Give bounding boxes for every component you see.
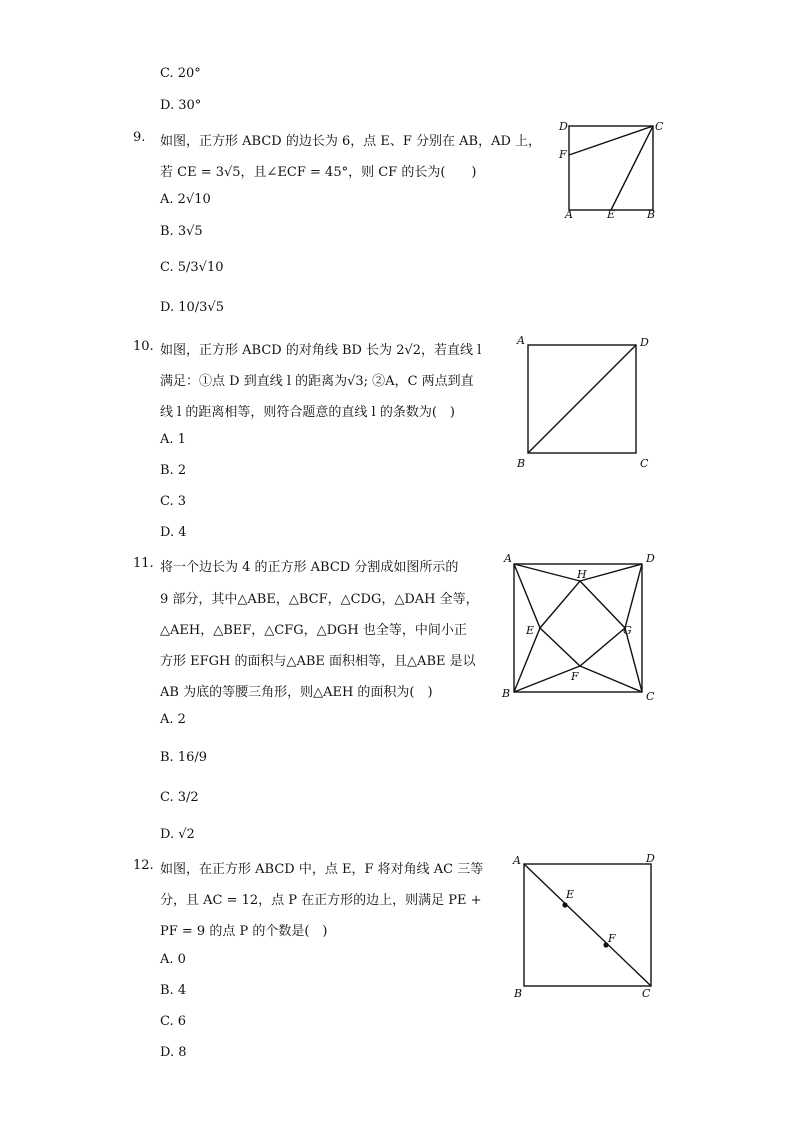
q9-label-f: F	[559, 148, 567, 161]
q11-label-h: H	[577, 568, 587, 581]
q10-option-a: A. 1	[160, 432, 186, 447]
q12-label-a: A	[513, 854, 521, 867]
q11-segment-cf	[580, 666, 642, 692]
q12-figure	[508, 850, 668, 1000]
q10-label-d: D	[640, 336, 649, 349]
q12-option-a: A. 0	[160, 952, 186, 967]
q10-label-c: C	[640, 457, 649, 470]
q9-option-a: A. 2√10	[160, 192, 211, 207]
q11-label-g: G	[623, 624, 632, 637]
q10-diagonal-bd	[528, 345, 636, 453]
q10-option-b: B. 2	[160, 463, 187, 478]
q10-stem-line1: 如图，正方形 ABCD 的对角线 BD 长为 2√2，若直线 l	[160, 343, 482, 358]
q11-label-e: E	[526, 624, 535, 637]
q11-segment-cg	[625, 628, 642, 692]
q11-segment-dg	[625, 564, 642, 628]
q11-option-b: B. 16/9	[160, 750, 208, 765]
q11-segment-dh	[580, 564, 642, 581]
q12-label-d: D	[646, 852, 655, 865]
q12-label-b: B	[514, 987, 523, 1000]
q11-stem-line4: 方形 EFGH 的面积与△ABE 面积相等，且△ABE 是以	[160, 654, 476, 669]
q10-label-a: A	[517, 334, 525, 347]
q12-label-f: F	[608, 932, 616, 945]
q9-option-d: D. 10/3√5	[160, 300, 224, 315]
q10-option-c: C. 3	[160, 494, 187, 509]
q10-stem-line3: 线 l 的距离相等，则符合题意的直线 l 的条数为( )	[160, 405, 455, 420]
q12-point-e	[562, 902, 567, 907]
q9-stem-line2: 若 CE = 3√5，且∠ECF = 45°，则 CF 的长为( )	[160, 165, 477, 180]
q9-figure	[555, 118, 665, 223]
q11-segment-ah	[514, 564, 580, 581]
q11-inner-square-efgh	[540, 581, 625, 666]
q12-option-c: C. 6	[160, 1014, 187, 1029]
q12-stem-line2: 分，且 AC = 12，点 P 在正方形的边上，则满足 PE +	[160, 893, 482, 908]
q9-label-c: C	[655, 120, 664, 133]
q9-option-b: B. 3√5	[160, 224, 203, 239]
q11-figure	[500, 550, 660, 705]
q10-stem-line2: 满足：①点 D 到直线 l 的距离为√3; ②A，C 两点到直	[160, 374, 474, 389]
q10-number: 10.	[133, 339, 154, 354]
q9-label-d: D	[559, 120, 568, 133]
q12-label-e: E	[566, 888, 575, 901]
q12-stem-line1: 如图，在正方形 ABCD 中，点 E，F 将对角线 AC 三等	[160, 862, 484, 877]
q11-segment-be	[514, 628, 540, 692]
q9-label-b: B	[647, 208, 656, 221]
q11-option-c: C. 3/2	[160, 790, 199, 805]
q11-label-b: B	[502, 687, 511, 700]
q11-stem-line1: 将一个边长为 4 的正方形 ABCD 分割成如图所示的	[160, 560, 459, 575]
q10-figure	[512, 332, 662, 472]
q12-stem-line3: PF = 9 的点 P 的个数是( )	[160, 924, 328, 939]
q9-stem-line1: 如图，正方形 ABCD 的边长为 6，点 E、F 分别在 AB，AD 上，	[160, 134, 542, 149]
q11-label-a: A	[504, 552, 512, 565]
q11-segment-ae	[514, 564, 540, 628]
q10-option-d: D. 4	[160, 525, 187, 540]
q12-label-c: C	[642, 987, 651, 1000]
q8-option-d: D. 30°	[160, 98, 202, 113]
q12-number: 12.	[133, 858, 154, 873]
q11-number: 11.	[133, 556, 154, 571]
q9-label-a: A	[565, 208, 573, 221]
q11-stem-line2: 9 部分，其中△ABE，△BCF，△CDG，△DAH 全等，	[160, 592, 479, 607]
q11-label-d: D	[646, 552, 655, 565]
q9-option-c: C. 5/3√10	[160, 260, 224, 275]
q11-label-c: C	[646, 690, 655, 703]
q12-diagonal-ac	[524, 864, 651, 986]
q11-option-d: D. √2	[160, 827, 195, 842]
q9-number: 9.	[133, 130, 146, 145]
q11-label-f: F	[571, 670, 579, 683]
q10-label-b: B	[517, 457, 526, 470]
q11-option-a: A. 2	[160, 712, 186, 727]
q9-label-e: E	[607, 208, 616, 221]
q11-stem-line3: △AEH，△BEF，△CFG，△DGH 也全等，中间小正	[160, 623, 467, 638]
q9-square	[569, 126, 653, 210]
q12-option-b: B. 4	[160, 983, 187, 998]
q11-stem-line5: AB 为底的等腰三角形，则△AEH 的面积为( )	[160, 685, 433, 700]
q8-option-c: C. 20°	[160, 66, 201, 81]
q12-option-d: D. 8	[160, 1045, 187, 1060]
